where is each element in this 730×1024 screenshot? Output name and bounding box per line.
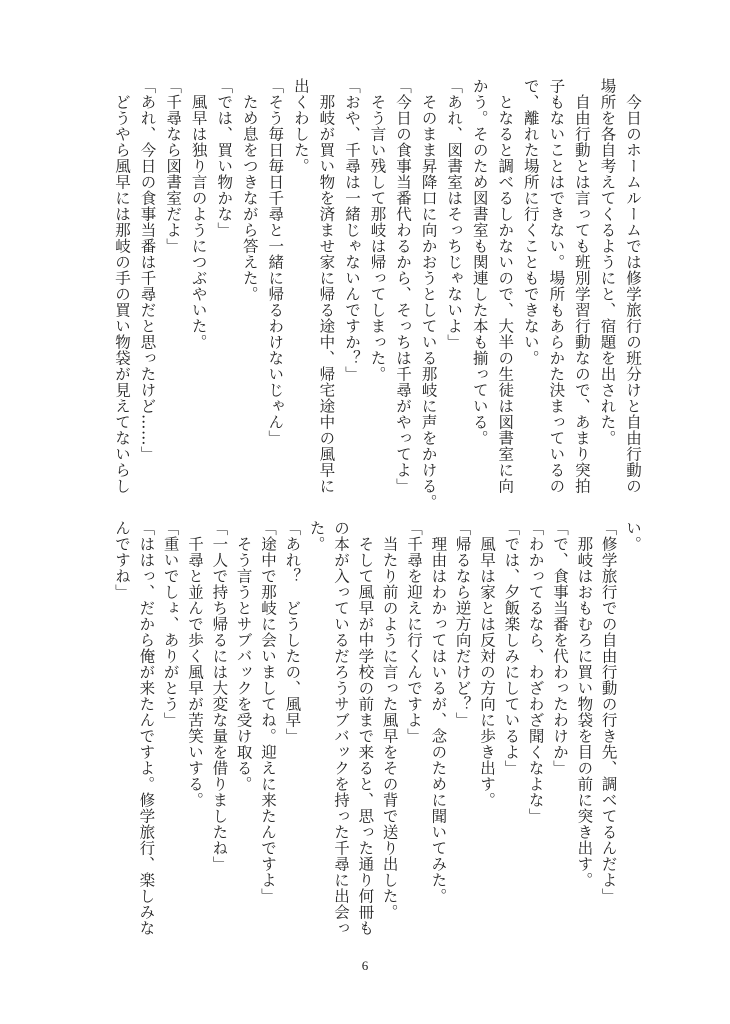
text-column: 「では、買い物かな」	[215, 78, 234, 238]
text-column: 「では、夕飯楽しみにしているよ」	[502, 520, 521, 776]
page-number: 6	[361, 958, 369, 973]
text-column: 理由はわかってはいるが、念のために聞いてみた。	[429, 520, 448, 904]
text-column: 「ははっ、だから俺が来たんですよ。修学旅行、楽しみな	[137, 520, 156, 936]
text-column: そして風早が中学校の前まで来ると、思った通り何冊も	[356, 520, 375, 936]
text-column: かう。そのため図書室も関連した本も揃っている。	[470, 78, 489, 446]
text-column: 場所を各自考えてくるようにと、宿題を出された。	[598, 78, 617, 446]
text-column: 「わかってるなら、わざわざ聞くなよな」	[526, 520, 545, 824]
text-column: 千尋と並んで歩く風早が苦笑いする。	[186, 520, 204, 808]
text-column: で、離れた場所に行くこともできない。	[521, 78, 540, 366]
text-column: ため息をつきながら答えた。	[240, 78, 259, 302]
text-column: の本が入っているだろうサブバックを持った千尋に出会っ	[332, 520, 350, 936]
text-column: 「重いでしょ、ありがとう」	[161, 520, 180, 728]
text-column: 当たり前のように言った風早をその背で送り出した。	[380, 520, 399, 920]
text-column: い。	[624, 520, 642, 552]
text-column: 「あれ、図書室はそっちじゃないよ」	[445, 78, 464, 350]
text-column: 「千尋なら図書室だよ」	[164, 78, 183, 254]
text-column: 「おや、千尋は一緒じゃないんですか？」	[342, 78, 361, 382]
text-column: 「千尋を迎えに行くんですよ」	[405, 520, 423, 744]
text-column: 「今日の食事当番代わるから、そっちは千尋がやってよ」	[394, 78, 413, 494]
text-column: 「あれ、今日の食事当番は千尋だと思ったけど……」	[138, 78, 157, 462]
text-column: 子もないことはできない。場所もあらかた決まっているの	[547, 78, 566, 494]
text-column: 「途中で那岐に会いましてね。迎えに来たんですよ」	[259, 520, 277, 904]
text-column: 風早は家とは反対の方向に歩き出す。	[478, 520, 496, 808]
text-column: 「あれ？ どうしたの、風早」	[283, 520, 302, 744]
text-column: となると調べるしかないので、大半の生徒は図書室に向	[496, 78, 515, 494]
text-column: 自由行動とは言っても班別学習行動なので、あまり突拍	[572, 78, 591, 494]
text-column: 那岐はおもむろに買い物袋を目の前に突き出す。	[575, 520, 594, 888]
text-column: 「そう毎日毎日千尋と一緒に帰るわけないじゃん」	[266, 78, 285, 446]
text-column: そう言い残して那岐は帰ってしまった。	[368, 78, 387, 382]
text-column: どうやら風早には那岐の手の買い物袋が見えてないらし	[113, 78, 131, 494]
text-column: 出くわした。	[291, 78, 310, 174]
text-column: 「帰るなら逆方向だけど？」	[453, 520, 472, 728]
text-column: 風早は独り言のようにつぶやいた。	[189, 78, 208, 350]
text-column: 「一人で持ち帰るには大変な量を借りましたね」	[210, 520, 229, 872]
text-column: 那岐が買い物を済ませ家に帰る途中、帰宅途中の風早に	[317, 78, 336, 494]
text-column: 「で、食事当番を代わったわけか」	[551, 520, 569, 776]
text-column: 今日のホームルームでは修学旅行の班分けと自由行動の	[624, 78, 642, 494]
text-column: 「修学旅行での自由行動の行き先、調べてるんだよ」	[599, 520, 618, 904]
text-column: んですね」	[113, 520, 131, 600]
text-column: そのまま昇降口に向かおうとしている那岐に声をかける。	[419, 78, 438, 510]
text-column: た。	[307, 520, 326, 552]
text-column: そう言うとサブバックを受け取る。	[234, 520, 253, 792]
